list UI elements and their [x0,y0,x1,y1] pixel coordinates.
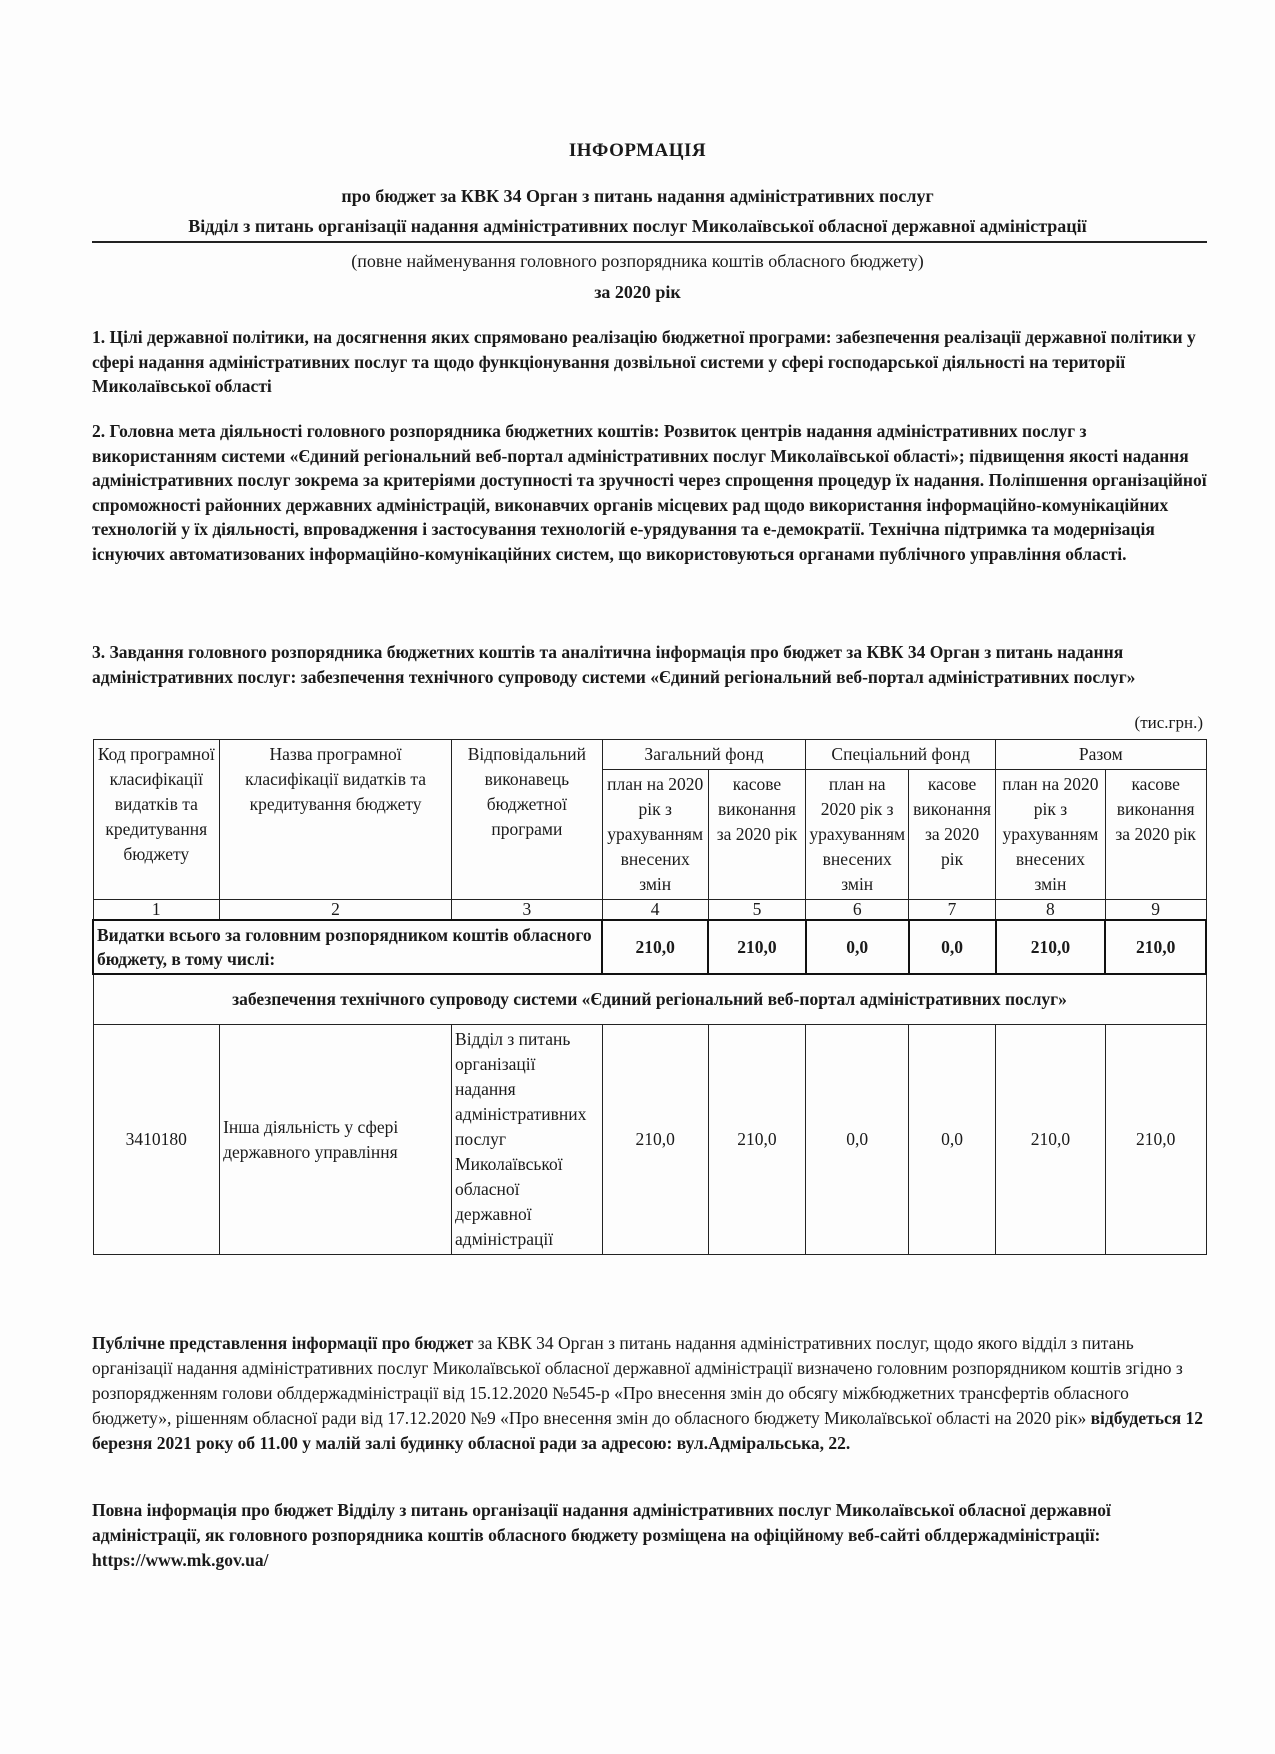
report-period: за 2020 рік [594,282,681,302]
header-name: Назва програмної класифікації видатків та кредитування бюджету [220,740,452,900]
header-plan-total: план на 2020 рік з урахуванням внесених змін [996,770,1106,900]
total-exec-total: 210,0 [1105,920,1206,974]
task-row-label: забезпечення технічного супроводу системи «Єдиний регіональний веб-портал адміністративних послуг» [93,974,1206,1025]
public-presentation-date: відбудеться 12 березня 2021 року об 11.00 у малій залі будинку обласної ради за адресою: вул.Адміральська, 22. [92,1408,1204,1453]
row-name: Інша діяльність у сфері державного управління [220,1025,452,1255]
row-plan-total: 210,0 [996,1025,1106,1255]
header-special-fund: Спеціальний фонд [806,740,996,770]
total-exec-special: 0,0 [909,920,996,974]
row-exec-special: 0,0 [909,1025,996,1255]
public-presentation-text: за КВК 34 Орган з питань надання адміністративних послуг, щодо якого відділ з питань організації надання адміністративних послуг Миколаївської обласної державної адміністрації визначено головним розпорядником коштів згідно з розпорядженням голови облдержадміністрації від 15.12.2020 №545-р «Про внесення змін до обсягу міжбюджетних трансфертів обласного бюджету», рішенням обласної ради від 17.12.2020 №9 «Про внесення змін до обласного бюджету Миколаївської області на 2020 рік» [92,1333,1183,1428]
header-exec-total: касове виконання за 2020 рік [1105,770,1206,900]
column-number-row [93,900,1206,921]
header-total: Разом [996,740,1206,770]
row-plan-special: 0,0 [806,1025,909,1255]
document-title: ІНФОРМАЦІЯ [568,140,707,161]
col-number: 6 [806,900,909,921]
col-number: 7 [909,900,996,921]
header-code: Код програмної класифікації видатків та кредитування бюджету [93,740,220,900]
total-exec-general: 210,0 [708,920,806,974]
total-plan-total: 210,0 [996,920,1106,974]
header-plan-special: план на 2020 рік з урахуванням внесених змін [806,770,909,900]
table-unit-label: (тис.грн.) [1134,713,1203,732]
col-number: 8 [996,900,1106,921]
table-header-row-1 [93,740,1206,770]
col-number: 4 [602,900,708,921]
header-general-fund: Загальний фонд [602,740,806,770]
table-row [93,1025,1206,1255]
budget-table [92,739,1207,1255]
row-exec-total: 210,0 [1105,1025,1206,1255]
task-row [93,974,1206,1025]
header-exec-general: касове виконання за 2020 рік [708,770,806,900]
header-plan-general: план на 2020 рік з урахуванням внесених змін [602,770,708,900]
col-number: 1 [93,900,220,921]
header-responsible: Відповідальний виконавець бюджетної програми [452,740,603,900]
public-presentation-paragraph [92,1331,1207,1456]
total-plan-general: 210,0 [602,920,708,974]
header-exec-special: касове виконання за 2020 рік [909,770,996,900]
col-number: 3 [452,900,603,921]
section-1-goals: 1. Цілі державної політики, на досягнення яких спрямовано реалізацію бюджетної програми: забезпечення реалізації державної політики у сфері надання адміністративних послуг та щодо функціонування дозвільної системи у сфері господарської діяльності на території Миколаївської області [92,327,1196,396]
total-row [93,920,1206,974]
subtitle-caption: (повне найменування головного розпорядника коштів обласного бюджету) [351,251,924,271]
row-responsible: Відділ з питань організації надання адміністративних послуг Миколаївської обласної державної адміністрації [452,1025,603,1255]
document-subtitle-line1: про бюджет за КВК 34 Орган з питань надання адміністративних послуг [341,186,934,206]
col-number: 2 [220,900,452,921]
section-3-tasks: 3. Завдання головного розпорядника бюджетних коштів та аналітична інформація про бюджет за КВК 34 Орган з питань надання адміністративних послуг: забезпечення технічного супроводу системи «Єдиний регіональний веб-портал адміністративних послуг» [92,642,1136,687]
public-presentation-lead: Публічне представлення інформації про бюджет [92,1333,474,1353]
total-row-label: Видатки всього за головним розпорядником коштів обласного бюджету, в тому числі: [93,920,602,974]
total-plan-special: 0,0 [806,920,909,974]
col-number: 5 [708,900,806,921]
row-code: 3410180 [93,1025,220,1255]
section-2-main-aim: 2. Головна мета діяльності головного розпорядника бюджетних коштів: Розвиток центрів надання адміністративних послуг з використанням системи «Єдиний регіональний веб-портал адміністративних послуг Миколаївської області»; підвищення якості надання адміністративних послуг зокрема за критеріями доступності та зручності через спрощення процедур їх надання. Поліпшення організаційної спроможності районних державних адміністрацій, виконавчих органів місцевих рад щодо використання інформаційно-комунікаційних технологій у їх діяльності, впровадження і застосування технологій е-урядування та е-демократії. Технічна підтримка та модернізація існуючих автоматизованих інформаційно-комунікаційних систем, що використовуються органами публічного управління області. [92,421,1207,564]
full-info-paragraph: Повна інформація про бюджет Відділу з питань організації надання адміністративних послуг Миколаївської обласної державної адміністрації, як головного розпорядника коштів обласного бюджету розміщена на офіційному веб-сайті облдержадміністрації: https://www.mk.gov.ua/ [92,1500,1111,1570]
col-number: 9 [1105,900,1206,921]
row-plan-general: 210,0 [602,1025,708,1255]
row-exec-general: 210,0 [708,1025,806,1255]
document-subtitle-line2: Відділ з питань організації надання адміністративних послуг Миколаївської обласної державної адміністрації [188,216,1087,236]
subtitle-underline [92,241,1207,243]
